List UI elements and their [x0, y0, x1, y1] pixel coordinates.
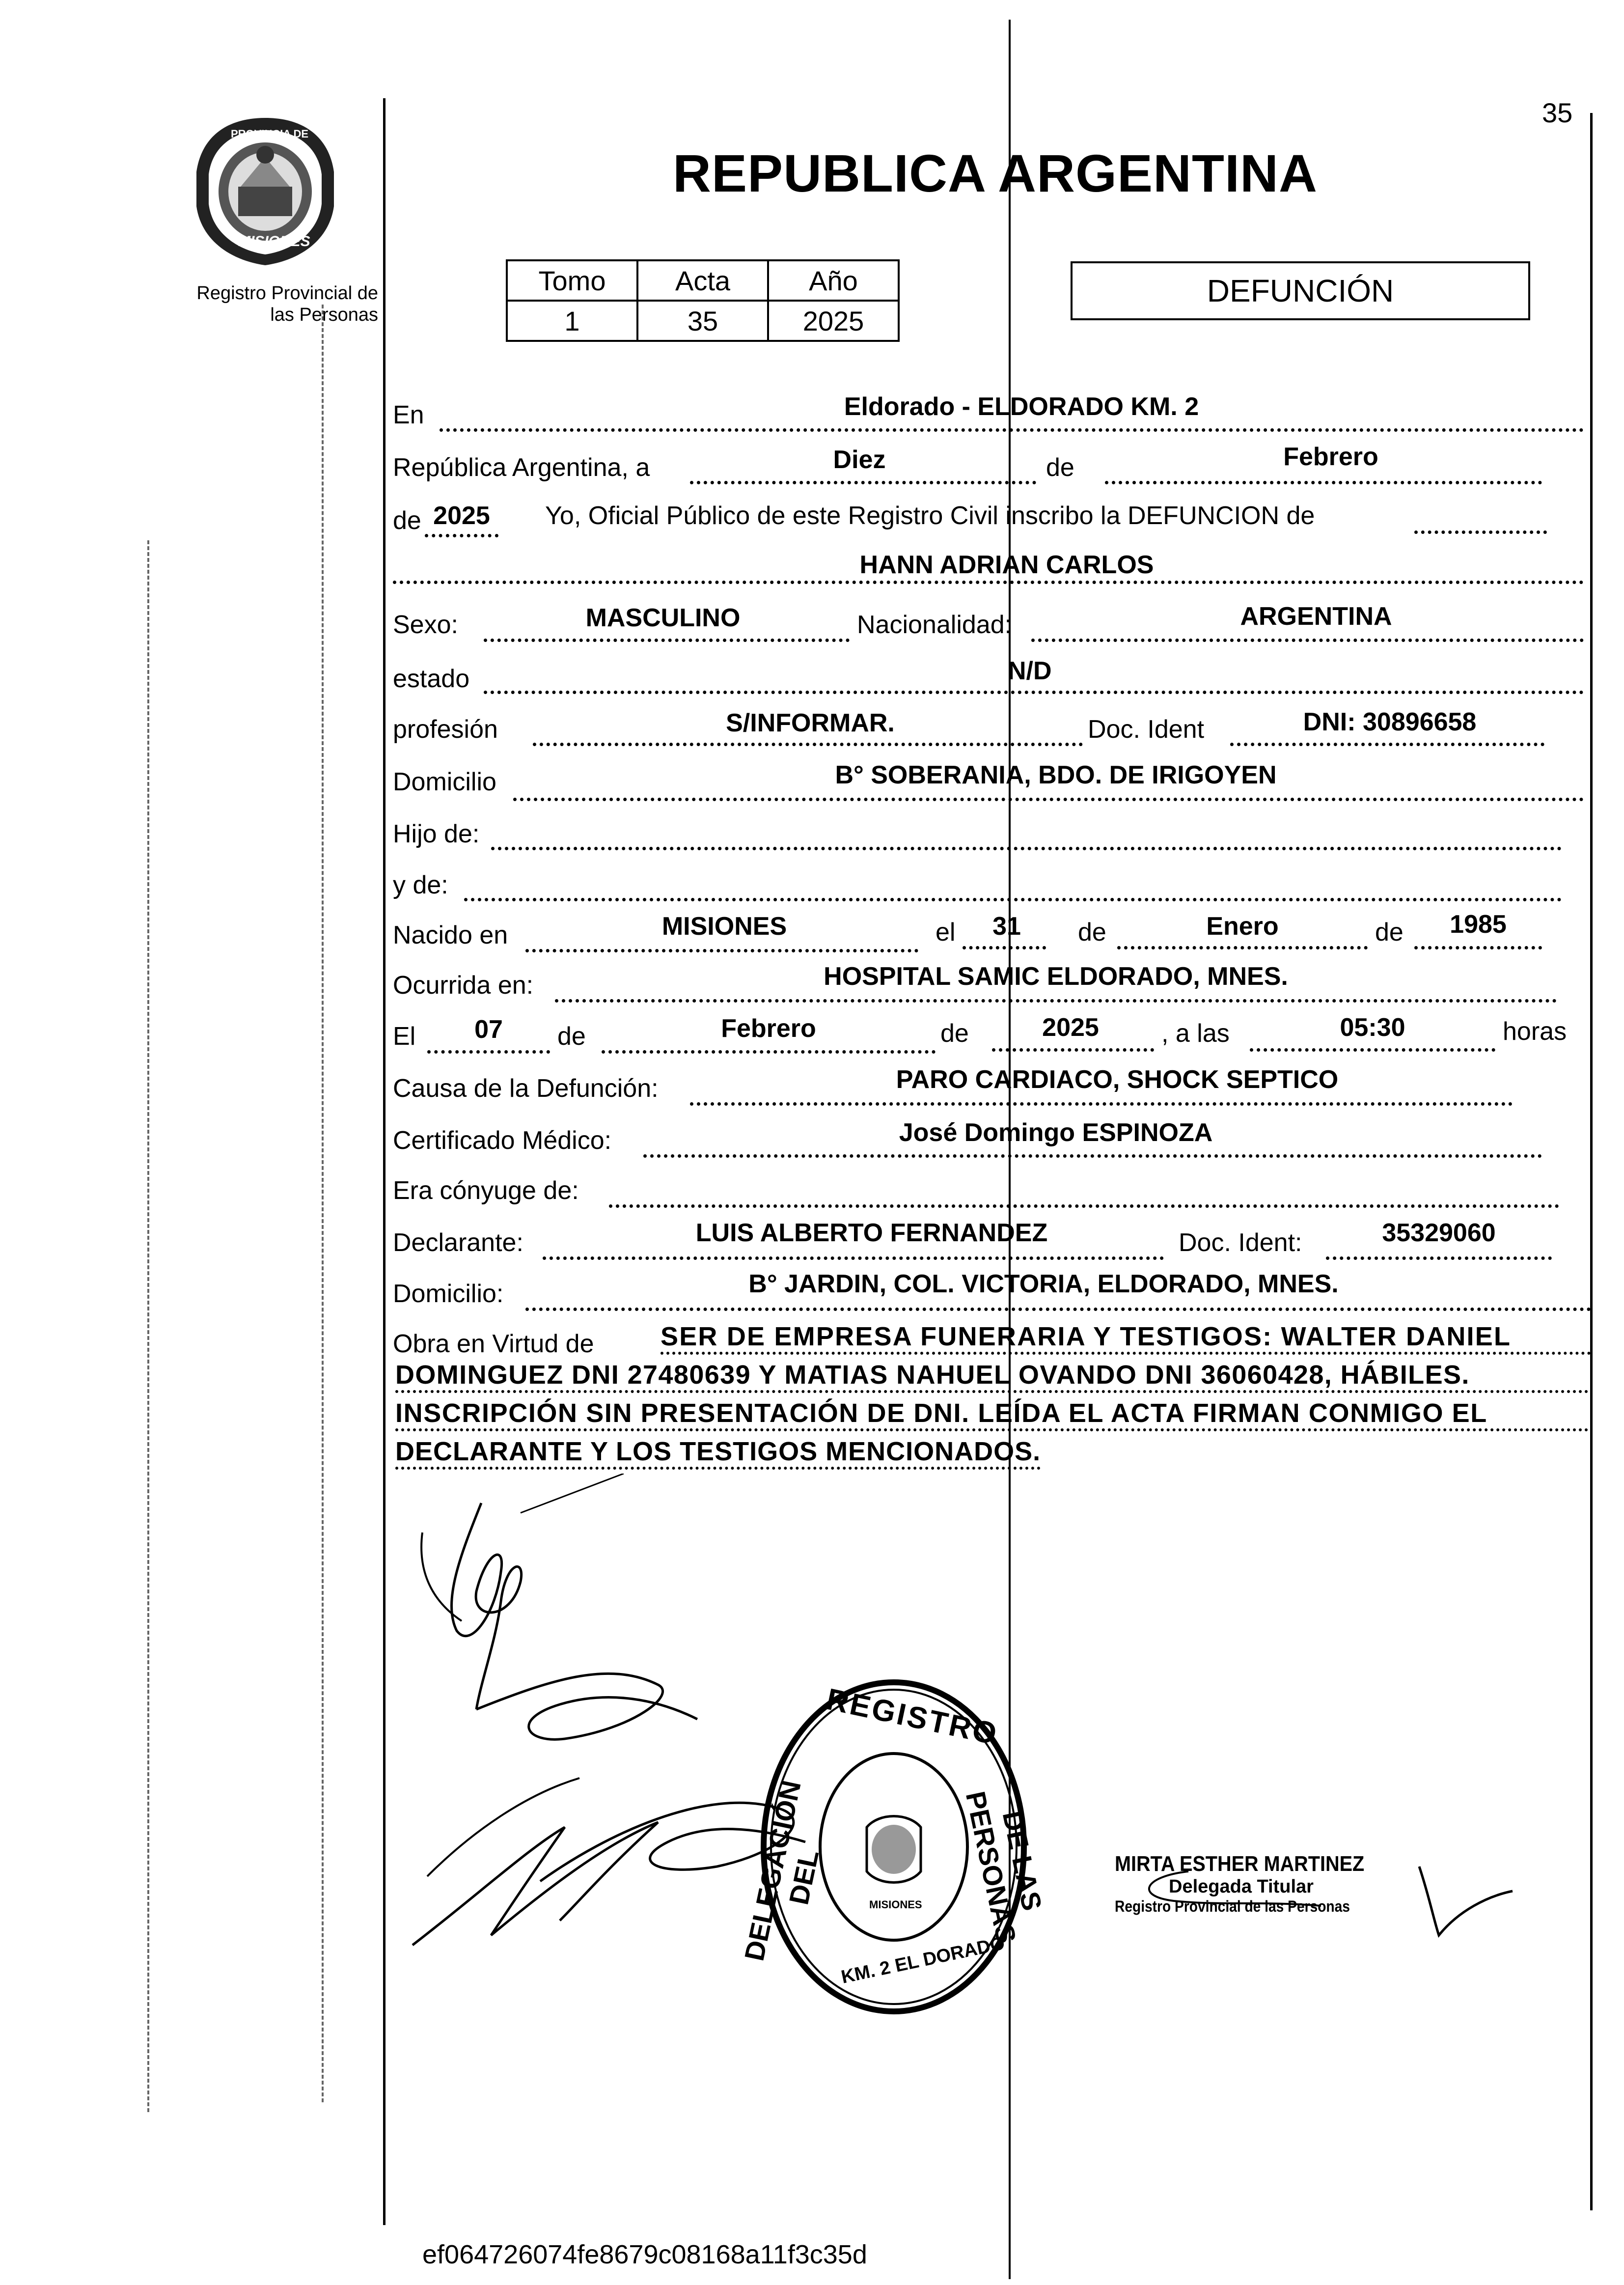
office-line-1: Registro Provincial de: [196, 283, 378, 304]
official-name: MIRTA ESTHER MARTINEZ: [1115, 1852, 1365, 1876]
record-table-header-row: [507, 260, 899, 301]
dots-birth-day: [963, 946, 1046, 949]
label-estado: estado: [393, 665, 470, 693]
field-declarant: LUIS ALBERTO FERNANDEZ: [695, 1219, 1048, 1247]
record-table-value-row: [507, 301, 899, 341]
value-tomo: 1: [507, 301, 637, 341]
dots-cause: [690, 1102, 1513, 1106]
dots-statement: [1414, 530, 1547, 534]
document-hash: ef064726074fe8679c08168a11f3c35d: [422, 2240, 867, 2269]
field-year: 2025: [433, 502, 490, 530]
label-obra: Obra en Virtud de: [393, 1330, 594, 1358]
seal-top-arc: REGISTRO: [823, 1682, 1002, 1752]
label-El: El: [393, 1022, 416, 1051]
emblem-text-top: PROVINCIA DE: [231, 128, 309, 140]
official-role: Delegada Titular: [1169, 1876, 1314, 1897]
record-type-box: [1071, 261, 1530, 320]
field-place: Eldorado - ELDORADO KM. 2: [844, 392, 1199, 421]
dots-declarant-address: [525, 1308, 1591, 1311]
label-certificado: Certificado Médico:: [393, 1126, 612, 1155]
dots-nacionalidad: [1031, 639, 1584, 642]
seal-inner-text: MISIONES: [869, 1898, 922, 1911]
field-document: DNI: 30896658: [1303, 708, 1477, 736]
official-signature: [1115, 1852, 1517, 1970]
label-declarante: Declarante:: [393, 1228, 523, 1257]
seal-left-arc: DELEGACIÓN DEL: [738, 1778, 825, 1964]
field-death-year: 2025: [1042, 1013, 1099, 1042]
label-doc-ident: Doc. Ident: [1088, 715, 1205, 744]
dots-declarant-doc: [1326, 1256, 1552, 1260]
field-cause: PARO CARDIACO, SHOCK SEPTICO: [896, 1065, 1339, 1094]
label-death-de-1: de: [557, 1022, 586, 1051]
statement-text: Yo, Oficial Público de este Registro Civil inscribo la DEFUNCION de: [545, 502, 1315, 530]
label-a-las: , a las: [1161, 1019, 1230, 1048]
dots-month: [1105, 481, 1542, 484]
dots-domicilio: [513, 798, 1584, 801]
field-civil-status: N/D: [1008, 657, 1052, 685]
header-anio: Año: [768, 260, 899, 301]
field-month: Febrero: [1283, 443, 1378, 471]
official-office: Registro Provincial de las Personas: [1115, 1897, 1350, 1915]
dots-sexo: [484, 639, 850, 642]
page-number: 35: [1542, 97, 1573, 128]
value-anio: 2025: [768, 301, 899, 341]
record-type: DEFUNCIÓN: [1207, 273, 1394, 308]
value-acta: 35: [637, 301, 768, 341]
field-profession: S/INFORMAR.: [726, 709, 895, 737]
field-death-month: Febrero: [721, 1014, 816, 1043]
field-birth-month: Enero: [1206, 912, 1279, 941]
dots-profesion: [533, 743, 1083, 746]
label-nacionalidad: Nacionalidad:: [857, 611, 1012, 639]
label-sexo: Sexo:: [393, 611, 458, 639]
obra-text-line-4: DECLARANTE Y LOS TESTIGOS MENCIONADOS.: [395, 1436, 1041, 1470]
dots-death-place: [555, 999, 1557, 1003]
label-en: En: [393, 401, 424, 429]
dots-en: [440, 428, 1584, 432]
dots-name: [393, 581, 1584, 584]
label-decl-doc: Doc. Ident:: [1179, 1228, 1302, 1257]
field-birth-day: 31: [992, 912, 1021, 941]
label-causa: Causa de la Defunción:: [393, 1074, 659, 1103]
label-nacido-en: Nacido en: [393, 921, 508, 949]
record-table: [506, 259, 900, 342]
dots-year: [425, 534, 498, 537]
dots-day: [690, 481, 1036, 484]
dots-declarant: [543, 1256, 1164, 1260]
left-margin-marks: [322, 305, 326, 2102]
label-y-de: y de:: [393, 871, 448, 899]
dots-birth-month: [1117, 946, 1368, 949]
dots-spouse: [609, 1204, 1559, 1208]
field-birth-year: 1985: [1450, 910, 1507, 939]
label-horas: horas: [1503, 1017, 1567, 1046]
obra-text-line-1: SER DE EMPRESA FUNERARIA Y TESTIGOS: WALTER DANIEL: [661, 1321, 1591, 1355]
left-margin-marks-2: [147, 540, 151, 2112]
dots-doc: [1230, 743, 1544, 746]
dots-death-month: [602, 1050, 936, 1054]
registry-seal: [738, 1675, 1048, 2019]
field-address: B° SOBERANIA, BDO. DE IRIGOYEN: [835, 761, 1277, 789]
field-declarant-doc: 35329060: [1382, 1219, 1496, 1247]
dots-birth-year: [1414, 946, 1542, 949]
dots-estado: [484, 691, 1584, 694]
label-profesion: profesión: [393, 715, 498, 744]
label-republica: República Argentina, a: [393, 453, 650, 482]
dots-y-de: [464, 898, 1562, 901]
field-deceased-name: HANN ADRIAN CARLOS: [859, 551, 1154, 579]
label-ocurrida-en: Ocurrida en:: [393, 971, 534, 1000]
page-title: REPUBLICA ARGENTINA: [673, 143, 1318, 203]
obra-text-line-3: INSCRIPCIÓN SIN PRESENTACIÓN DE DNI. LEÍDA EL ACTA FIRMAN CONMIGO EL: [395, 1398, 1589, 1431]
dots-physician: [643, 1154, 1542, 1158]
dots-death-day: [427, 1050, 550, 1054]
dots-birth-place: [525, 949, 918, 952]
field-day-words: Diez: [833, 446, 886, 474]
field-death-time: 05:30: [1340, 1013, 1405, 1042]
label-de-1: de: [1078, 918, 1106, 947]
header-tomo: Tomo: [507, 260, 637, 301]
dots-hijo-de: [491, 847, 1562, 850]
emblem-text-bottom: MISIONES: [238, 233, 310, 250]
label-death-de-2: de: [940, 1019, 969, 1048]
field-death-place: HOSPITAL SAMIC ELDORADO, MNES.: [824, 962, 1288, 991]
header-acta: Acta: [637, 260, 768, 301]
right-border-line: [1590, 113, 1593, 2210]
dots-death-time: [1250, 1048, 1495, 1052]
obra-text-line-2: DOMINGUEZ DNI 27480639 Y MATIAS NAHUEL OVANDO DNI 36060428, HÁBILES.: [395, 1360, 1589, 1393]
office-line-2: las Personas: [270, 305, 378, 325]
seal-right-arc: DE LAS PERSONAS: [960, 1788, 1048, 1947]
label-hijo-de: Hijo de:: [393, 820, 480, 848]
dots-death-year: [992, 1048, 1154, 1052]
left-border-line: [383, 98, 385, 2225]
field-declarant-address: B° JARDIN, COL. VICTORIA, ELDORADO, MNES.: [748, 1270, 1339, 1298]
label-de-month: de: [1046, 453, 1074, 482]
field-birth-place: MISIONES: [661, 912, 787, 941]
label-conyuge: Era cónyuge de:: [393, 1176, 579, 1205]
field-sex: MASCULINO: [585, 604, 741, 632]
label-de-year: de: [393, 506, 421, 535]
field-nationality: ARGENTINA: [1240, 602, 1392, 631]
label-domicilio: Domicilio: [393, 768, 496, 796]
province-emblem: [192, 113, 339, 270]
field-death-day: 07: [474, 1015, 503, 1044]
office-name: [162, 282, 378, 326]
seal-bottom-arc: KM. 2 EL DORADO: [839, 1933, 1007, 1988]
declarant-signature: [403, 1474, 746, 1793]
label-domicilio-2: Domicilio:: [393, 1280, 504, 1308]
label-de-2: de: [1375, 918, 1404, 947]
label-el: el: [936, 918, 956, 947]
field-physician: José Domingo ESPINOZA: [899, 1118, 1213, 1147]
